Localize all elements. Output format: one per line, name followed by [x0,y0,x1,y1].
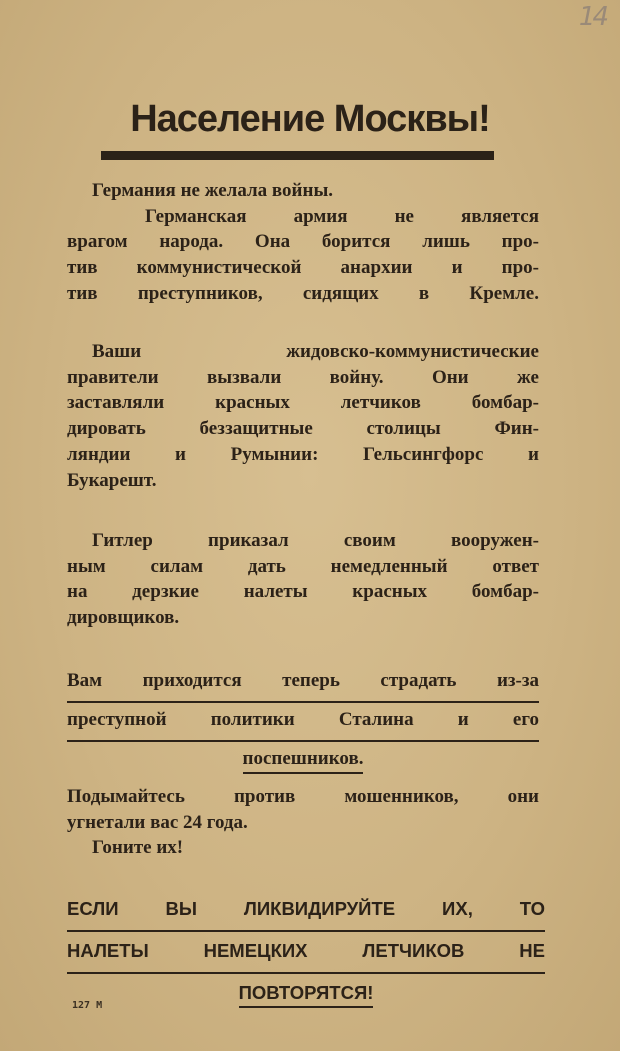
text-line: тив коммунистической анархии и про- [67,257,539,279]
underlined-line: преступной политики Сталина и его [67,703,539,742]
text-line: врагом народа. Она борится лишь про- [67,231,539,253]
paragraph-3 [67,528,539,631]
archive-number-mark: 14 [578,2,606,32]
text-line: правители вызвали войну. Они же [67,366,539,388]
text-line: Подымайтесь против мошенников, они [67,786,539,807]
text-line: тив преступников, сидящих в Кремле. [67,282,539,304]
title-underline-rule [101,151,494,160]
paragraph-2 [67,339,539,493]
printer-code: 127 М [72,1000,103,1011]
text-line: дировать беззащитные столицы Фин- [67,418,539,440]
text-line: ным силам дать немедленный ответ [67,555,539,577]
text-line: Букарешт. [67,469,157,491]
capitalized-appeal [67,890,545,1011]
underlined-line: Вам приходится теперь страдать из-за [67,664,539,703]
underlined-caps-line-centered: ПОВТОРЯТСЯ! [67,974,545,1011]
text-line: Ваши жидовско-коммунистические [92,341,539,362]
text-line: угнетали вас 24 года. [67,811,248,833]
underlined-statement [67,664,539,776]
paragraph-1 [67,178,539,307]
text-line: Германская армия не является [145,205,539,227]
paragraph-5 [67,784,539,861]
text-line: заставляли красных летчиков бомбар- [67,392,539,414]
text-line: Гитлер приказал своим вооружен- [92,530,539,551]
underlined-line-centered: поспешников. [67,742,539,776]
text-line: на дерзкие налеты красных бомбар- [67,581,539,603]
text-line: Гоните их! [92,837,184,859]
text-line: дировщиков. [67,607,180,629]
underlined-caps-line: ЕСЛИ ВЫ ЛИКВИДИРУЙТЕ ИХ, ТО [67,890,545,932]
text-line: ляндии и Румынии: Гельсингфорс и [67,443,539,465]
leaflet-title: Население Москвы! [130,98,490,140]
text-line: Германия не желала войны. [92,180,334,201]
underlined-caps-line: НАЛЕТЫ НЕМЕЦКИХ ЛЕТЧИКОВ НЕ [67,932,545,974]
